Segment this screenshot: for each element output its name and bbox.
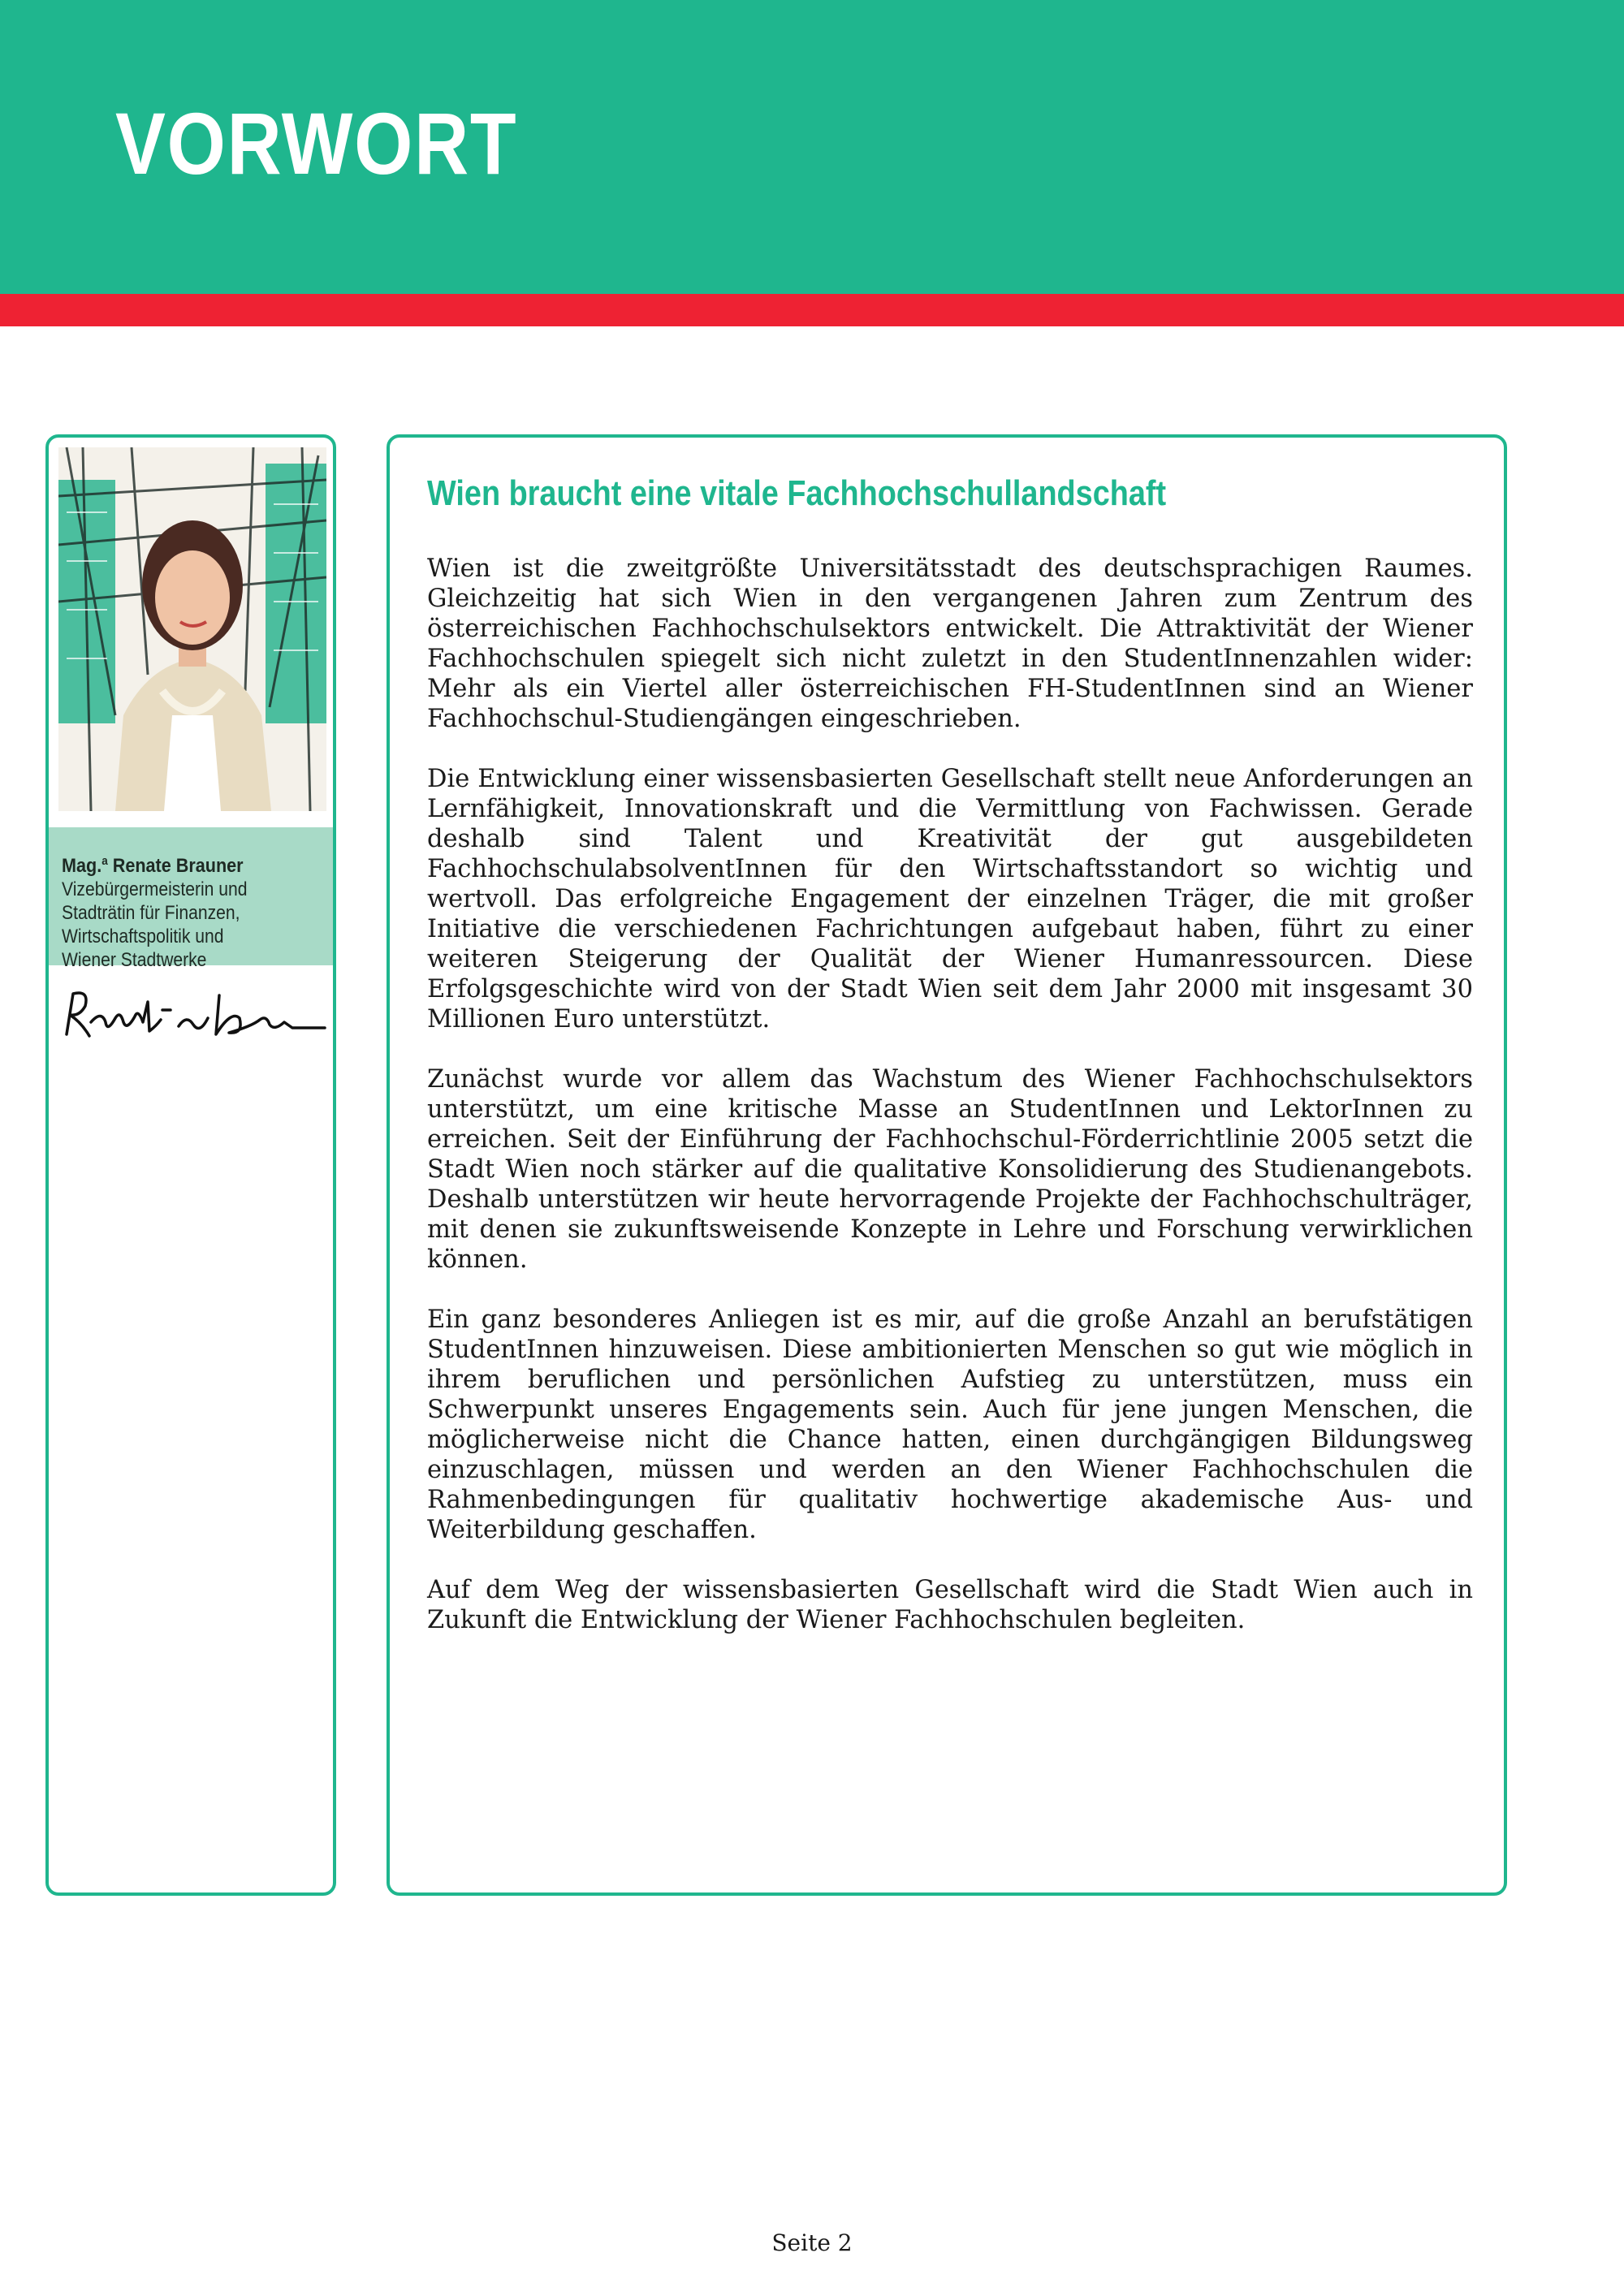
portrait-photo-icon	[58, 447, 326, 811]
author-role-line: Stadträtin für Finanzen,	[62, 902, 240, 924]
author-role-line: Vizebürgermeisterin und	[62, 878, 248, 900]
article-paragraph: Zunächst wurde vor allem das Wachstum des Wiener Fachhochschulsektors unterstützt, um eine kritische Masse an StudentInnen und LektorInnen zu erreichen. Seit der Einführung der Fachhochschul-Förderrichtlinie 2005 setzt die Stadt Wien noch stärker auf die qualitative Konsolidierung des Studienangebots. Deshalb unterstützen wir heute hervorragende Projekte der Fachhochschulträger, mit denen sie zukunftsweisende Konzepte in Lehre und Forschung verwirklichen können.	[427, 1065, 1473, 1274]
author-role-line: Wirtschaftspolitik und	[62, 926, 224, 947]
author-role-line: Wiener Stadtwerke	[62, 949, 207, 971]
article-paragraph: Wien ist die zweitgrößte Universitätsstadt des deutschsprachigen Raumes. Gleichzeitig hat sich Wien in den vergangenen Jahren zum Zentrum des österreichischen Fachhochschulsektors entwickelt. Die Attraktivität der Wiener Fachhochschulen spiegelt sich nicht zuletzt in den StudentInnenzahlen wider: Mehr als ein Viertel aller österreichischen FH-StudentInnen sind an Wiener Fachhochschul-Studiengängen eingeschrieben.	[427, 555, 1473, 733]
author-sidebar	[45, 434, 336, 1896]
article-paragraph: Ein ganz besonderes Anliegen ist es mir, auf die große Anzahl an berufstätigen StudentInnen hinzuweisen. Diese ambitionierten Menschen so gut wie möglich in ihrem beruflichen und persönlichen Aufstieg zu unterstützen, muss ein Schwerpunkt unseres Engagements sein. Auch für jene jungen Menschen, die möglicherweise nicht die Chance hatten, einen durchgängigen Bildungsweg einzuschlagen, müssen und werden an den Wiener Fachhochschulen die Rahmenbedingungen für qualitativ hochwertige akademische Aus- und Weiterbildung geschaffen.	[427, 1306, 1473, 1544]
page-number: Seite 2	[771, 2229, 853, 2256]
accent-stripe	[0, 294, 1624, 326]
page-title: VORWORT	[115, 94, 518, 192]
article-paragraph: Auf dem Weg der wissensbasierten Gesellschaft wird die Stadt Wien auch in Zukunft die Entwicklung der Wiener Fachhochschulen begleiten.	[427, 1576, 1473, 1634]
article-body	[427, 554, 1473, 1665]
header-band	[0, 0, 1624, 294]
article-panel	[387, 434, 1507, 1896]
article-paragraph: Die Entwicklung einer wissensbasierten Gesellschaft stellt neue Anforderungen an Lernfähigkeit, Innovationskraft und die Vermittlung von Fachwissen. Gerade deshalb sind Talent und Kreativität der gut ausgebildeten FachhochschulabsolventInnen für den Wirtschaftsstandort so wichtig und wertvoll. Das erfolgreiche Engagement der einzelnen Träger, die mit großer Initiative die verschiedenen Fachrichtungen aufgebaut haben, führt zu einer weiteren Steigerung der Qualität der Wiener Humanressourcen. Diese Erfolgsgeschichte wird von der Stadt Wien seit dem Jahr 2000 mit insgesamt 30 Millionen Euro unterstützt.	[427, 765, 1473, 1034]
signature-icon	[57, 978, 329, 1051]
author-name: Mag.$^a$ Renate Brauner	[62, 854, 244, 877]
article-heading: Wien braucht eine vitale Fachhochschullandschaft	[427, 473, 1167, 513]
author-caption	[49, 827, 333, 971]
